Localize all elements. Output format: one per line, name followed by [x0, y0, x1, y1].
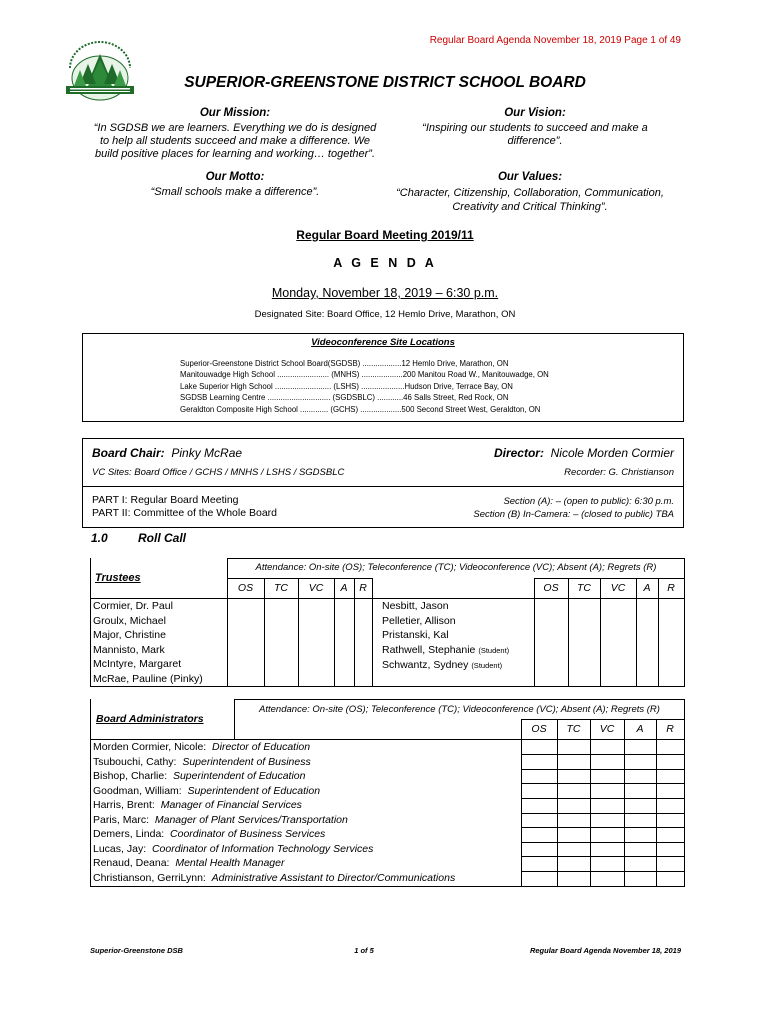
vision-line: “Inspiring our students to succeed and make a	[422, 122, 648, 134]
trustee-name: Rathwell, Stephanie	[382, 643, 476, 656]
trustee-name: Cormier, Dr. Paul	[93, 600, 173, 612]
admin-name: Demers, Linda:	[93, 828, 165, 840]
trustees-label: Trustees	[95, 572, 141, 584]
vision-text	[390, 122, 680, 148]
table-border	[684, 699, 685, 887]
mission-line: build positive places for learning and working… together”.	[94, 148, 376, 160]
col-vc: VC	[308, 582, 324, 594]
videoconference-list	[180, 358, 549, 415]
admins-label: Board Administrators	[96, 713, 204, 725]
col-line	[534, 578, 535, 686]
admin-row	[93, 740, 455, 755]
trustee-row	[382, 628, 509, 643]
trustee-row	[382, 643, 509, 659]
row-line	[521, 783, 685, 784]
table-border	[684, 558, 685, 687]
vc-site-row	[180, 381, 549, 392]
footer-right: Regular Board Agenda November 18, 2019	[529, 946, 681, 955]
values-line: “Character, Citizenship, Collaboration, Communication,	[396, 187, 664, 199]
footer-left: Superior-Greenstone DSB	[90, 946, 183, 955]
footer-center: 1 of 5	[354, 946, 374, 955]
col-a: A	[340, 582, 348, 594]
admin-name: Paris, Marc:	[93, 813, 150, 826]
admin-row	[93, 813, 455, 828]
director	[494, 446, 674, 460]
trustees-right-list	[382, 599, 509, 674]
section-b: Section (B) In-Camera: – (closed to public) TBA	[473, 509, 674, 520]
director-name: Nicole Morden Cormier	[550, 446, 674, 460]
admin-name: Lucas, Jay:	[93, 842, 147, 855]
admin-role: Superintendent of Education	[172, 770, 306, 782]
table-border	[90, 886, 685, 887]
col-line	[372, 578, 373, 686]
admin-name: Harris, Brent:	[93, 799, 155, 811]
col-line	[354, 578, 355, 686]
col-line	[298, 578, 299, 686]
row-line	[521, 769, 685, 770]
col-tc: TC	[274, 582, 288, 594]
admin-row	[93, 755, 455, 770]
trustee-name: Pristanski, Kal	[382, 629, 449, 641]
admin-name: Morden Cormier, Nicole:	[93, 741, 207, 753]
vc-site-name: Manitouwadge High School ........................ (MNHS) ...................	[180, 370, 403, 380]
admin-role: Administrative Assistant to Director/Communications	[211, 871, 456, 884]
admin-name: Bishop, Charlie:	[93, 770, 168, 782]
board-logo-icon	[60, 38, 140, 108]
vc-site-address: 500 Second Street West, Geraldton, ON	[401, 404, 541, 414]
videoconference-title: Videoconference Site Locations	[311, 337, 455, 348]
vc-site-address: 46 Salls Street, Red Rock, ON	[403, 393, 509, 403]
parts-list	[92, 494, 277, 520]
roll-call-number: 1.0	[91, 531, 108, 545]
col-line	[658, 578, 659, 686]
col-os: OS	[543, 582, 559, 594]
trustee-name: Schwantz, Sydney	[382, 659, 469, 671]
sections-list	[473, 495, 674, 521]
document-title: SUPERIOR-GREENSTONE DISTRICT SCHOOL BOARD	[184, 74, 586, 91]
table-border	[90, 558, 91, 687]
row-line	[521, 827, 685, 828]
vision-line: difference”.	[507, 135, 563, 147]
board-info-box	[82, 438, 684, 528]
student-tag: (Student)	[471, 661, 503, 670]
motto-text: “Small schools make a difference”.	[150, 186, 320, 198]
vc-site-name: Lake Superior High School .......................... (LSHS) ....................	[180, 381, 405, 391]
admin-row	[93, 871, 455, 886]
table-border	[227, 558, 685, 559]
admin-role: Superintendent of Education	[187, 784, 321, 797]
admin-role: Coordinator of Information Technology Services	[151, 842, 374, 855]
admins-list	[93, 740, 455, 885]
trustee-name: McIntyre, Margaret	[93, 658, 182, 670]
trustee-name: McRae, Pauline (Pinky)	[93, 672, 203, 685]
trustee-name: Groulx, Michael	[93, 614, 166, 627]
admin-role: Coordinator of Business Services	[170, 828, 326, 840]
admin-row	[93, 784, 455, 799]
divider	[83, 486, 683, 487]
board-chair-label: Board Chair:	[92, 446, 165, 460]
admin-role: Superintendent of Business	[182, 755, 311, 768]
vc-site-row	[180, 369, 549, 380]
agenda-heading: A G E N D A	[333, 256, 437, 270]
col-tc: TC	[577, 582, 591, 594]
trustee-row	[382, 658, 509, 674]
admin-role: Manager of Plant Services/Transportation	[154, 813, 348, 826]
vc-site-name: SGDSB Learning Centre ............................. (SGDSBLC) ............	[180, 393, 404, 403]
trustee-name: Major, Christine	[93, 629, 166, 641]
admin-role: Mental Health Manager	[175, 857, 285, 869]
table-border	[534, 578, 685, 579]
vc-site-address: 200 Manitou Road W., Manitouwadge, ON	[402, 370, 549, 380]
meeting-date: Monday, November 18, 2019 – 6:30 p.m.	[271, 286, 499, 300]
admin-role: Manager of Financial Services	[160, 799, 302, 811]
row-line	[521, 856, 685, 857]
trustee-name: Nesbitt, Jason	[382, 600, 449, 612]
col-r: R	[666, 723, 674, 735]
admin-attendance-legend: Attendance: On-site (OS); Teleconference (TC); Videoconference (VC); Absent (A); Regrets (R)	[259, 704, 660, 715]
videoconference-box	[82, 333, 684, 422]
admin-role: Director of Education	[212, 741, 311, 753]
mission-line: “In SGDSB we are learners. Everything we do is designed	[93, 122, 377, 134]
vc-site-row	[180, 404, 549, 415]
board-logo	[60, 38, 140, 108]
vc-site-name: Superior-Greenstone District School Board(SGDSB) ..................	[180, 359, 402, 368]
director-label: Director:	[493, 446, 544, 460]
col-line	[334, 578, 335, 686]
admin-name: Renaud, Deana:	[93, 857, 170, 869]
recorder: Recorder: G. Christianson	[564, 467, 674, 478]
col-r: R	[359, 582, 367, 594]
col-vc: VC	[599, 723, 615, 735]
col-line	[264, 578, 265, 686]
row-line	[521, 754, 685, 755]
row-line	[521, 842, 685, 843]
roll-call-label: Roll Call	[138, 531, 187, 545]
designated-site: Designated Site: Board Office, 12 Hemlo Drive, Marathon, ON	[254, 309, 516, 320]
col-vc: VC	[610, 582, 626, 594]
part-two: PART II: Committee of the Whole Board	[92, 507, 277, 519]
row-line	[521, 813, 685, 814]
admin-name: Goodman, William:	[93, 784, 182, 797]
col-line	[636, 578, 637, 686]
trustee-name: Pelletier, Allison	[382, 614, 456, 627]
trustees-left-list	[93, 599, 203, 686]
board-chair-name: Pinky McRae	[171, 446, 243, 460]
table-border	[90, 699, 91, 887]
col-a: A	[636, 723, 644, 735]
mission-line: to help all students succeed and make a difference. We	[99, 135, 371, 147]
values-text	[380, 186, 680, 214]
table-border	[234, 699, 685, 700]
meeting-title: Regular Board Meeting 2019/11	[296, 228, 474, 242]
col-a: A	[643, 582, 651, 594]
vc-site-row	[180, 392, 549, 403]
trustee-row	[382, 614, 509, 629]
values-line: Creativity and Critical Thinking”.	[452, 201, 608, 213]
admin-row	[93, 827, 455, 842]
admin-name: Christianson, GerriLynn:	[93, 871, 206, 884]
col-line	[557, 719, 558, 886]
trustee-name: Mannisto, Mark	[93, 643, 165, 656]
col-r: R	[667, 582, 675, 594]
vc-site-name: Geraldton Composite High School ............. (GCHS) ...................	[180, 404, 402, 414]
table-border	[90, 686, 685, 687]
vc-sites: VC Sites: Board Office / GCHS / MNHS / LSHS / SGDSBLC	[92, 467, 345, 478]
table-border	[227, 578, 372, 579]
vc-site-address: 12 Hemlo Drive, Marathon, ON	[401, 359, 509, 368]
values-heading: Our Values:	[497, 171, 563, 183]
vc-site-row	[180, 358, 549, 369]
mission-text	[90, 122, 380, 161]
table-border	[521, 719, 685, 720]
mission-heading: Our Mission:	[199, 107, 271, 119]
page-header: Regular Board Agenda November 18, 2019 Page 1 of 49	[429, 35, 681, 46]
col-line	[656, 719, 657, 886]
admin-row	[93, 856, 455, 871]
col-line	[568, 578, 569, 686]
vision-heading: Our Vision:	[504, 107, 566, 119]
section-a: Section (A): – (open to public): 6:30 p.m.	[503, 496, 674, 507]
col-line	[521, 719, 522, 886]
board-chair	[92, 446, 242, 460]
admin-row	[93, 769, 455, 784]
row-line	[521, 798, 685, 799]
table-border	[227, 558, 228, 687]
col-line	[600, 578, 601, 686]
col-line	[624, 719, 625, 886]
student-tag: (Student)	[478, 645, 510, 655]
col-line	[590, 719, 591, 886]
motto-heading: Our Motto:	[205, 171, 265, 183]
admin-name: Tsubouchi, Cathy:	[93, 755, 177, 768]
col-os: OS	[531, 723, 547, 735]
trustee-attendance-legend: Attendance: On-site (OS); Teleconference (TC); Videoconference (VC); Absent (A); Regrets (R)	[255, 562, 657, 573]
admin-row	[93, 842, 455, 857]
col-os: OS	[237, 582, 254, 594]
trustee-row	[382, 599, 509, 614]
admin-row	[93, 798, 455, 813]
row-line	[521, 871, 685, 872]
vc-site-address: Hudson Drive, Terrace Bay, ON	[404, 381, 513, 391]
col-tc: TC	[566, 723, 581, 735]
part-one: PART I: Regular Board Meeting	[92, 494, 239, 506]
